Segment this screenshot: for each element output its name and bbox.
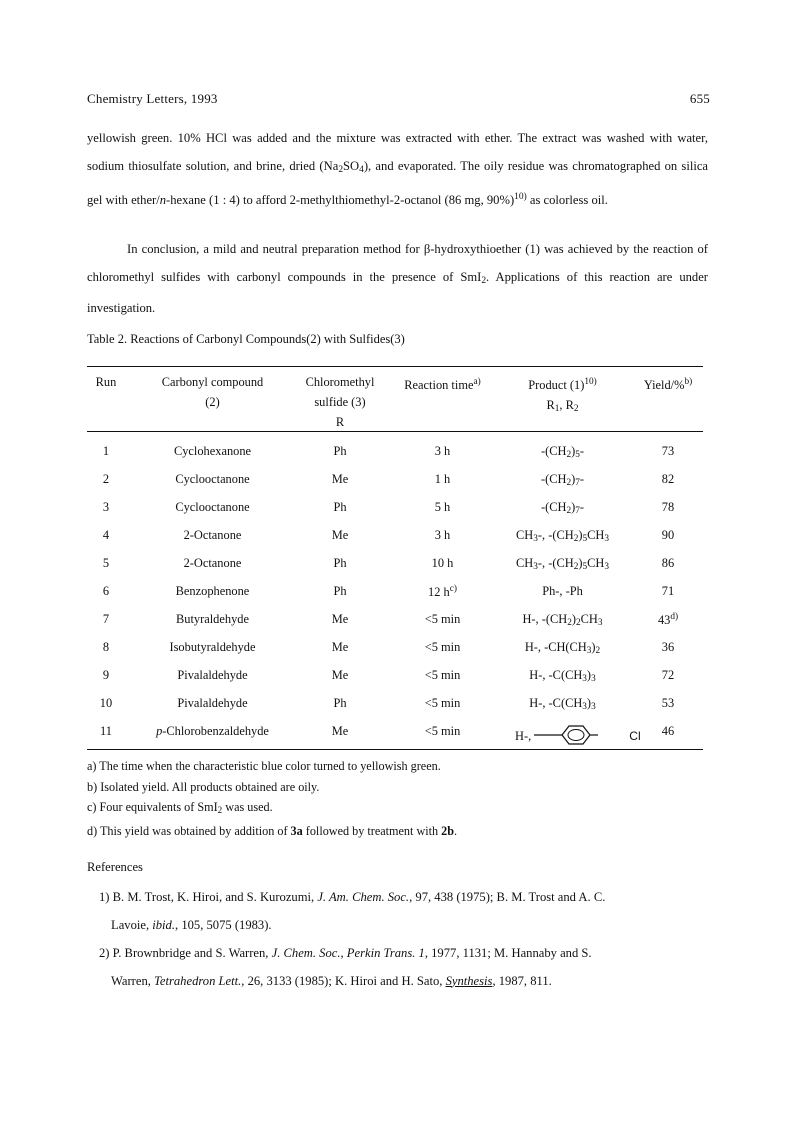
cell-run: 9 [102, 668, 110, 682]
table-bottom-rule [87, 749, 703, 750]
cell-run: 8 [102, 640, 110, 654]
cell-product: H-, $-CH(CH_3)_2$ [524, 640, 601, 656]
table-caption: Table 2. Reactions of Carbonyl Compounds(2) with Sulfides(3) [87, 332, 405, 346]
cell-sulfide-r: Ph [333, 500, 347, 514]
table-row [0, 690, 793, 718]
cell-sulfide-r: Ph [333, 696, 347, 710]
cell-yield: 90 [661, 528, 675, 542]
header-carbonyl-compound: Carbonyl compound (2) [161, 375, 264, 409]
chlorine-label: Cl [629, 729, 641, 743]
paragraph-experimental: yellowish green. 10% HCl was added and the mixture was extracted with ether. The extract was washed with water, sodium thiosulfate solution, and brine, dried $(Na_2SO_4)$, and evaporated. The oily residue was chromatographed on silica gel with ether/n-hexane (1 : 4) to afford 2-methylthiomethyl-2-octanol (86 mg, 90%)$^{10)}$ as colorless oil. [87, 131, 708, 207]
cell-reaction-time: <5 min [424, 612, 461, 626]
footnote-b: b) Isolated yield. All products obtained are oily. [87, 779, 320, 794]
header-product: Product $(1)^{10)}$ $R_1$, $R_2$ [528, 377, 597, 414]
cell-carbonyl-compound: Cyclooctanone [175, 472, 250, 486]
cell-run: 2 [102, 472, 110, 486]
table-footnotes [87, 756, 457, 841]
cell-carbonyl-compound: Benzophenone [175, 584, 250, 598]
table-row [0, 522, 793, 550]
cell-sulfide-r: Me [331, 612, 349, 626]
table-row [0, 578, 793, 606]
cell-product: $CH_3-$, $-(CH_2)_5CH_3$ [516, 528, 609, 544]
cell-run: 11 [100, 724, 112, 738]
cell-yield: 46 [661, 724, 675, 738]
cell-sulfide-r: Ph [333, 584, 347, 598]
cell-reaction-time: 12 $h^{c)}$ [428, 584, 457, 599]
cell-run: 3 [102, 500, 110, 514]
table-header-rule [87, 431, 703, 432]
cell-reaction-time: 3 h [434, 528, 451, 542]
cell-carbonyl-compound: p-Chlorobenzaldehyde [156, 724, 269, 738]
chlorophenyl-ring-icon [534, 724, 629, 746]
cell-sulfide-r: Me [331, 640, 349, 654]
cell-product: $-(CH_2)_7-$ [540, 500, 585, 516]
references-heading: References [87, 860, 143, 874]
page-number: 655 [689, 91, 710, 106]
cell-yield: 53 [661, 696, 675, 710]
table-row [0, 438, 793, 466]
cell-product: $-(CH_2)_5-$ [540, 444, 585, 460]
cell-run: 1 [102, 444, 110, 458]
footnote-a: a) The time when the characteristic blue color turned to yellowish green. [87, 759, 441, 773]
cell-sulfide-r: Me [331, 472, 349, 486]
cell-reaction-time: 5 h [434, 500, 451, 514]
cell-yield: 73 [661, 444, 675, 458]
cell-run: 6 [102, 584, 110, 598]
cell-carbonyl-compound: Isobutyraldehyde [169, 640, 256, 654]
cell-yield: 72 [661, 668, 675, 682]
reference-2: 2) P. Brownbridge and S. Warren, J. Chem. Soc., Perkin Trans. 1, 1977, 1131; M. Hannaby and S. Warren, Tetrahedron Lett., 26, 3133 (1985); K. Hiroi and H. Sato, Synthesis, 1987, 811. [99, 946, 592, 988]
cell-reaction-time: 1 h [434, 472, 451, 486]
cell-sulfide-r: Ph [333, 556, 347, 570]
cell-product: Ph-, -Ph [542, 584, 583, 598]
cell-product: $-(CH_2)_7-$ [540, 472, 585, 488]
cell-reaction-time: <5 min [424, 724, 461, 738]
cell-carbonyl-compound: 2-Octanone [183, 556, 242, 570]
cell-carbonyl-compound: Pivalaldehyde [177, 668, 248, 682]
header-reaction-time: Reaction time$^{a)}$ [404, 377, 481, 392]
header-run: Run [95, 375, 117, 389]
cell-carbonyl-compound: Cyclooctanone [175, 500, 250, 514]
cell-run: 5 [102, 556, 110, 570]
cell-run: 10 [99, 696, 113, 710]
header-yield: Yield/%$^{b)}$ [643, 377, 693, 392]
cell-reaction-time: <5 min [424, 668, 461, 682]
cell-reaction-time: 10 h [431, 556, 454, 570]
cell-sulfide-r: Me [331, 724, 349, 738]
cell-sulfide-r: Me [331, 668, 349, 682]
cell-carbonyl-compound: Cyclohexanone [173, 444, 252, 458]
table-row [0, 718, 793, 746]
table-row [0, 494, 793, 522]
cell-product: H-, $-C(CH_3)_3$ [529, 668, 596, 684]
table-row [0, 606, 793, 634]
journal-header: Chemistry Letters, 1993 [87, 91, 218, 106]
cell-yield: 78 [661, 500, 675, 514]
table-top-rule [87, 366, 703, 367]
cell-yield: 82 [661, 472, 675, 486]
reference-1: 1) B. M. Trost, K. Hiroi, and S. Kurozumi, J. Am. Chem. Soc., 97, 438 (1975); B. M. Trost and A. C. Lavoie, ibid., 105, 5075 (1983). [99, 890, 606, 932]
cell-yield: 43$^{d)}$ [657, 612, 679, 627]
table-row [0, 466, 793, 494]
footnote-c: c) Four equivalents of SmI$_2$ was used. [87, 800, 273, 815]
table-row [0, 662, 793, 690]
table-row [0, 634, 793, 662]
cell-carbonyl-compound: Pivalaldehyde [177, 696, 248, 710]
cell-product: H-, $-(CH_2)_2CH_3$ [522, 612, 603, 628]
cell-carbonyl-compound: 2-Octanone [183, 528, 242, 542]
cell-run: 7 [102, 612, 110, 626]
paragraph-conclusion: In conclusion, a mild and neutral preparation method for β-hydroxythioether (1) was achieved by the reaction of chloromethyl sulfides with carbonyl compounds in the presence of SmI$_2$. Applications of this reaction are under investigation. [87, 242, 708, 315]
cell-sulfide-r: Me [331, 528, 349, 542]
cell-yield: 86 [661, 556, 675, 570]
cell-reaction-time: <5 min [424, 640, 461, 654]
cell-yield: 71 [661, 584, 675, 598]
cell-sulfide-r: Ph [333, 444, 347, 458]
cell-reaction-time: <5 min [424, 696, 461, 710]
cell-product: $CH_3-$, $-(CH_2)_5CH_3$ [516, 556, 609, 572]
cell-run: 4 [102, 528, 110, 542]
cell-yield: 36 [661, 640, 675, 654]
table-row [0, 550, 793, 578]
cell-product: H-, Cl [515, 724, 655, 746]
cell-product: H-, $-C(CH_3)_3$ [529, 696, 596, 712]
footnote-d: d) This yield was obtained by addition of 3a followed by treatment with 2b. [87, 823, 458, 838]
cell-reaction-time: 3 h [434, 444, 451, 458]
cell-carbonyl-compound: Butyraldehyde [176, 612, 249, 626]
header-chloromethyl-sulfide: Chloromethyl sulfide (3) R [305, 375, 375, 429]
